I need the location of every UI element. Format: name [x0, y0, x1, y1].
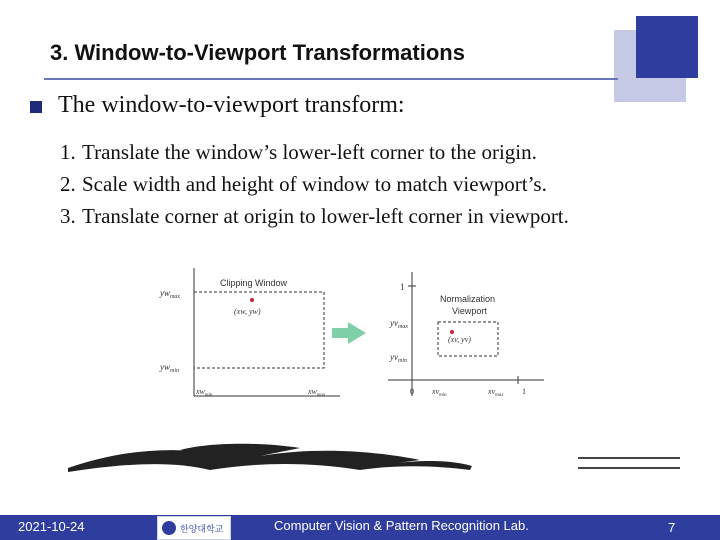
yvmin-label: $yv_{min}$ [390, 352, 407, 364]
clipping-window-rect [194, 292, 324, 368]
title-rule [44, 78, 618, 80]
normalization-label: Normalization [440, 294, 496, 304]
step-item [60, 168, 569, 200]
step-item [60, 200, 569, 232]
university-emblem-icon [162, 521, 176, 535]
page-number: 7 [668, 520, 676, 535]
footer-date: 2021-10-24 [18, 519, 85, 534]
university-logo [157, 516, 231, 540]
bullet-square-icon [30, 101, 42, 113]
clipping-window-label: Clipping Window [220, 278, 288, 288]
viewport-diagram [388, 272, 544, 398]
x-one-label: 1 [522, 387, 526, 396]
viewport-label: Viewport [452, 306, 487, 316]
footer-lab-name: Computer Vision & Pattern Recognition Lab. [274, 518, 529, 533]
xwmax-label: $xw_{max}$ [308, 387, 326, 398]
xvmin-label: $xv_{min}$ [432, 387, 447, 398]
origin-label: 0 [410, 387, 414, 396]
step-number: 1. [60, 140, 76, 164]
y-one-label: 1 [400, 282, 405, 292]
viewport-point [450, 330, 454, 334]
step-text: Scale width and height of window to match viewport’s. [82, 172, 547, 196]
decor-square-dark [636, 16, 698, 78]
viewport-point-label: (xv, yv) [448, 335, 471, 344]
decorative-arc-shape [60, 440, 480, 474]
window-diagram [159, 268, 340, 398]
step-number: 2. [60, 172, 76, 196]
step-text: Translate the window’s lower-left corner to the origin. [82, 140, 537, 164]
transform-arrow-icon [332, 322, 366, 344]
xwmin-label: $xw_{min}$ [196, 387, 213, 398]
step-item [60, 136, 569, 168]
double-rule-decor [578, 457, 680, 469]
ywmax-label: $yw_{max}$ [160, 288, 180, 300]
logo-text: 한양대학교 [180, 523, 224, 534]
step-list [60, 136, 569, 232]
step-number: 3. [60, 204, 76, 228]
window-point-label: (xw, yw) [234, 307, 261, 316]
step-text: Translate corner at origin to lower-left corner in viewport. [82, 204, 569, 228]
ywmin-label: $yw_{min}$ [160, 362, 179, 374]
transform-figure [140, 262, 550, 402]
slide-title: 3. Window-to-Viewport Transformations [50, 40, 465, 65]
bullet-text: The window-to-viewport transform: [58, 92, 405, 118]
yvmax-label: $yv_{max}$ [390, 318, 408, 330]
xvmax-label: $xv_{max}$ [488, 387, 504, 398]
window-point [250, 298, 254, 302]
